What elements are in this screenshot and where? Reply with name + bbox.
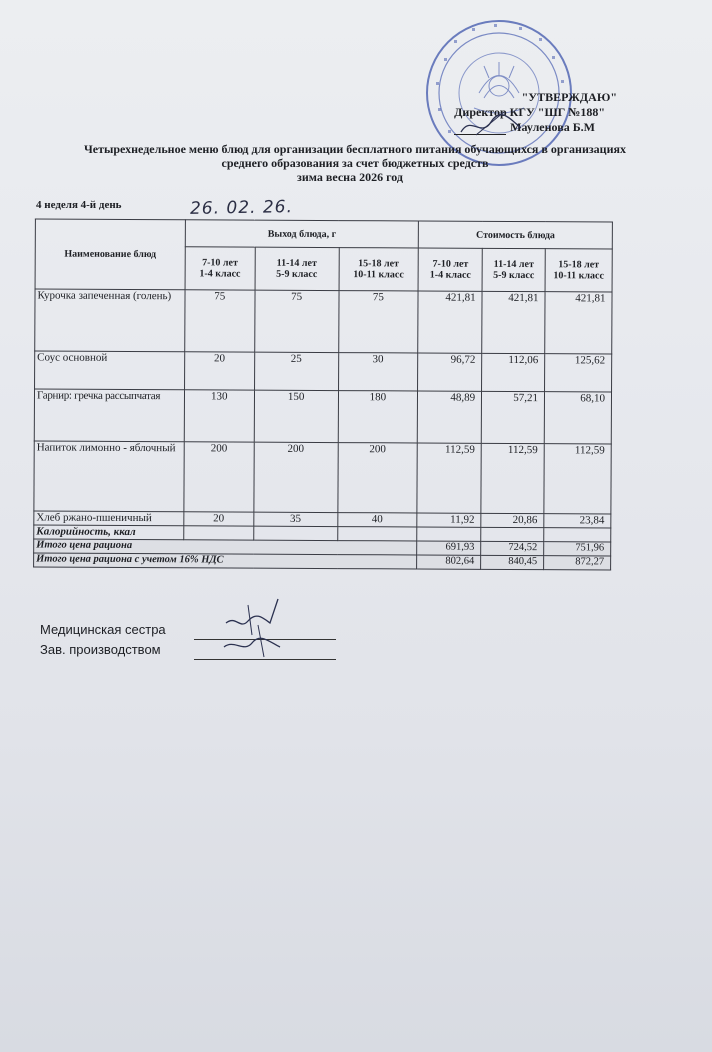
empty-cell [253,526,337,540]
cost-cell: 112,06 [482,353,545,391]
director-title: Директор КГУ "ШГ №188" [454,105,605,119]
table-row [34,389,611,444]
title-line-3: зима весна 2026 год [297,170,403,184]
empty-cell [184,526,254,540]
cost-cell: 23,84 [544,514,611,528]
dish-name: Напиток лимонно - яблочный [34,441,184,512]
document-title [30,142,680,184]
title-line-1: Четырехнедельное меню блюд для организации бесплатного питания обучающихся в организациях [83,142,627,156]
output-cell: 40 [337,513,417,527]
cost-cell: 96,72 [418,353,482,391]
menu-table [33,218,613,570]
output-cell: 200 [254,442,338,512]
dish-name: Гарнир: гречка рассыпчатая [34,389,184,442]
subheader-cell: 7-10 лет 1-4 класс [185,247,255,290]
cost-cell: 421,81 [418,291,482,353]
output-cell: 200 [184,442,254,512]
cost-cell: 20,86 [481,513,544,527]
total-label: Итого цена рациона [34,539,417,555]
total-cell: 724,52 [481,541,544,555]
table-header-row [35,219,612,249]
cost-cell: 421,81 [482,291,545,353]
header-cost: Стоимость блюда [419,221,613,249]
calorie-label: Калорийность, ккал [34,525,184,540]
subheader-cell: 7-10 лет 1-4 класс [418,248,482,291]
output-cell: 25 [254,352,338,390]
handwritten-signatures [218,595,298,665]
output-cell: 20 [184,352,254,390]
output-cell: 150 [254,390,338,442]
cost-cell: 421,81 [545,292,612,354]
table-row [34,441,611,514]
total-cell: 751,96 [544,542,611,556]
director-name: Мауленова Б.М [510,120,595,134]
empty-cell [481,527,544,541]
cost-cell: 48,89 [418,391,482,443]
director-signature [456,110,526,140]
production-label: Зав. производством [40,642,161,657]
output-cell: 180 [338,391,418,443]
subheader-cell: 15-18 лет 10-11 класс [339,248,419,291]
output-cell: 130 [184,390,254,442]
total-vat-cell: 802,64 [417,555,481,569]
cost-cell: 68,10 [544,392,611,444]
total-cell: 691,93 [417,541,481,555]
dish-name: Курочка запеченная (голень) [35,289,185,352]
cost-cell: 112,59 [481,443,544,513]
output-cell: 75 [338,291,418,353]
cost-cell: 57,21 [481,391,544,443]
subheader-cell: 11-14 лет 5-9 класс [482,248,545,291]
subheader-cell: 11-14 лет 5-9 класс [255,247,339,290]
output-cell: 200 [337,443,417,513]
empty-cell [544,528,611,542]
output-cell: 35 [254,512,338,526]
cost-cell: 11,92 [417,513,481,527]
subheader-cell: 15-18 лет 10-11 класс [545,249,612,292]
table-row [35,289,612,354]
dish-name: Соус основной [35,351,185,390]
empty-cell [417,527,481,541]
table-row [35,351,612,392]
title-line-2: среднего образования за счет бюджетных средств [221,156,489,170]
output-cell: 75 [254,290,338,352]
handwritten-date: 26. 02. 26. [189,197,294,219]
empty-cell [337,527,417,541]
cost-cell: 125,62 [545,354,612,392]
output-cell: 30 [338,353,418,391]
total-vat-cell: 872,27 [544,556,611,570]
header-output: Выход блюда, г [185,220,419,248]
output-cell: 20 [184,512,254,526]
nurse-label: Медицинская сестра [40,622,166,637]
approve-label: "УТВЕРЖДАЮ" [521,90,617,104]
cost-cell: 112,59 [417,443,481,513]
total-vat-label: Итого цена рациона с учетом 16% НДС [34,553,417,569]
week-day-label: 4 неделя 4-й день [36,199,122,211]
dish-name: Хлеб ржано-пшеничный [34,511,184,526]
total-vat-row [34,553,611,570]
header-dish-name: Наименование блюд [35,219,185,290]
total-vat-cell: 840,45 [481,555,544,569]
cost-cell: 112,59 [544,444,611,514]
output-cell: 75 [185,290,255,352]
